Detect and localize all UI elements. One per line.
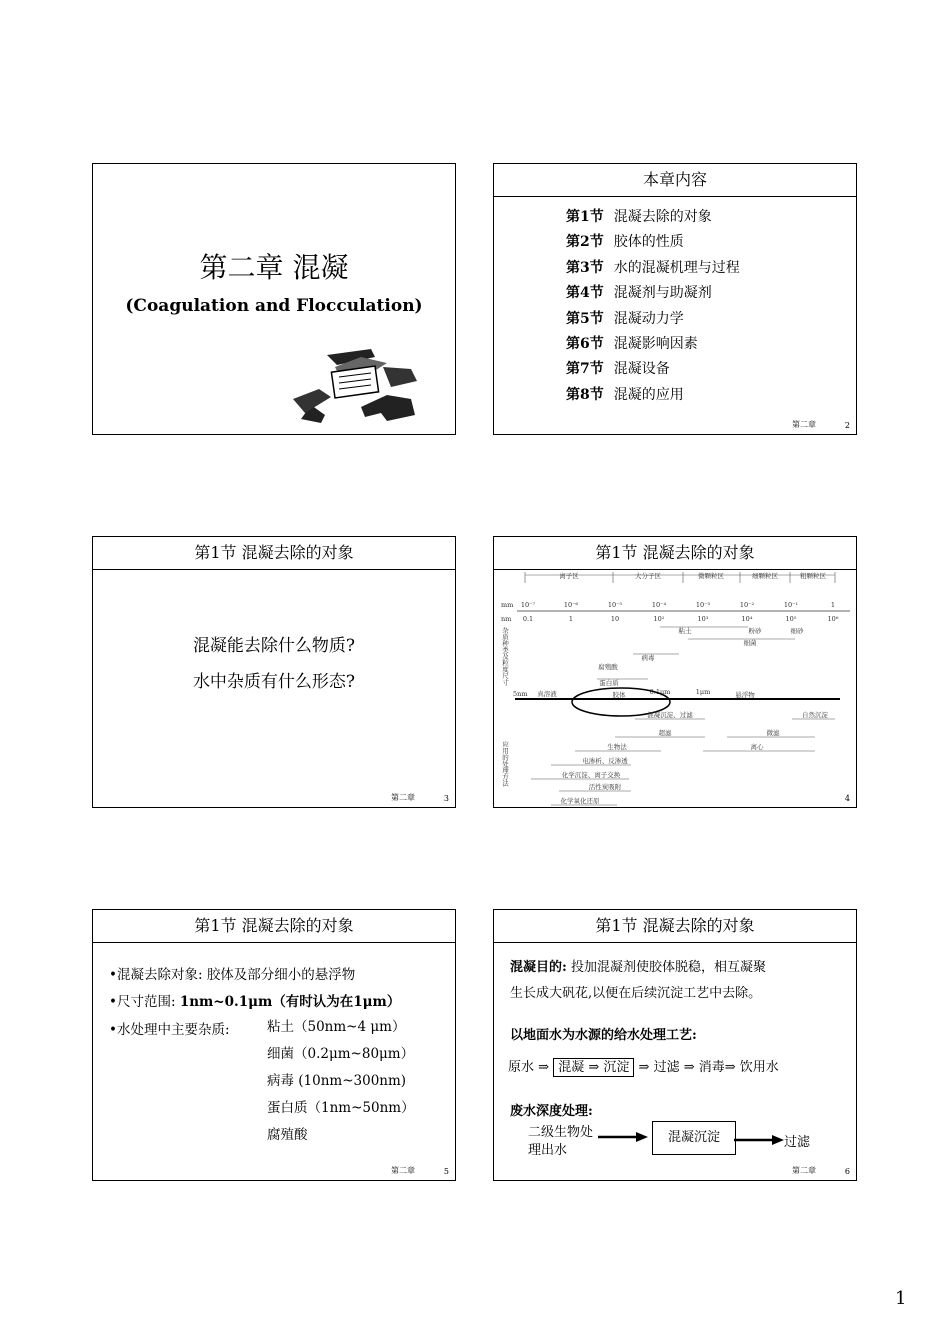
nm-tick-labels <box>523 615 839 623</box>
slide-5-targets <box>92 909 456 1181</box>
svg-text:10⁵: 10⁵ <box>785 615 797 623</box>
slide-header: 第1节 混凝去除的对象 <box>494 537 856 570</box>
slide-header: 第1节 混凝去除的对象 <box>494 910 856 943</box>
slide-4-size-diagram <box>493 536 857 808</box>
toc-item: 第2节 胶体的性质 <box>566 234 684 251</box>
particle-size-diagram <box>495 569 855 807</box>
side-label-methods: 应用的处理方法 <box>501 741 509 787</box>
svg-text:10⁻⁶: 10⁻⁶ <box>563 601 579 609</box>
waste-input: 二级生物处理出水 <box>528 1125 594 1158</box>
list-item: 腐殖酸 <box>267 1127 308 1143</box>
svg-text:活性炭吸附: 活性炭吸附 <box>588 783 622 791</box>
svg-text:粘土: 粘土 <box>678 627 692 635</box>
zone-label: 粗颗粒区 <box>800 572 826 580</box>
side-label-impurities: 杂质种类及粒度尺寸 <box>501 627 509 686</box>
chapter-title: 第二章 混凝 <box>199 251 349 284</box>
svg-text:10⁻³: 10⁻³ <box>695 601 711 609</box>
svg-text:自然沉淀: 自然沉淀 <box>802 711 828 719</box>
process-flow: 原水 ⇒ 混凝 ⇒ 沉淀 ⇒ 过滤 ⇒ 消毒⇒ 饮用水 <box>508 1060 779 1075</box>
svg-text:离心: 离心 <box>750 743 764 751</box>
svg-text:细菌: 细菌 <box>743 639 757 647</box>
svg-text:10⁻⁵: 10⁻⁵ <box>607 601 623 609</box>
footer-slide-number: 6 <box>844 1167 850 1176</box>
svg-text:病毒: 病毒 <box>641 654 655 662</box>
coag-settle-box: 混凝 ⇒ 沉淀 <box>553 1058 634 1077</box>
toc-item: 第1节 混凝去除的对象 <box>566 209 712 225</box>
toc-item: 第5节 混凝动力学 <box>566 310 684 327</box>
slide-header: 本章内容 <box>494 164 856 197</box>
svg-text:10⁻⁴: 10⁻⁴ <box>651 601 667 609</box>
slide-6-purpose <box>493 909 857 1181</box>
svg-text:细砂: 细砂 <box>790 627 804 635</box>
zone-label: 离子区 <box>559 572 579 580</box>
footer-chapter: 第二章 <box>792 1166 816 1175</box>
recycle-icon <box>291 347 421 427</box>
footer-chapter: 第二章 <box>391 1166 415 1175</box>
svg-text:腐殖酸: 腐殖酸 <box>598 663 618 671</box>
footer-chapter: 第二章 <box>792 420 816 429</box>
footer-slide-number: 3 <box>443 794 449 803</box>
svg-text:电渗析、反渗透: 电渗析、反渗透 <box>582 757 628 765</box>
list-item: 粘土（50nm~4 μm） <box>267 1019 406 1035</box>
svg-text:10⁶: 10⁶ <box>827 615 839 623</box>
toc-item: 第8节 混凝的应用 <box>566 386 684 403</box>
size-range-line: •尺寸范围: 1nm~0.1μm（有时认为在1μm） <box>109 994 401 1010</box>
arrow-right-icon <box>734 1134 784 1146</box>
svg-text:10⁻¹: 10⁻¹ <box>783 601 799 609</box>
svg-text:微滤: 微滤 <box>766 729 780 737</box>
svg-text:化学沉淀、离子交换: 化学沉淀、离子交换 <box>561 771 621 779</box>
svg-text:1μm: 1μm <box>695 688 711 696</box>
svg-text:5nm: 5nm <box>513 690 528 698</box>
svg-text:0.1: 0.1 <box>522 615 534 623</box>
slide-header: 第1节 混凝去除的对象 <box>93 910 455 943</box>
impurity-list <box>267 1014 415 1149</box>
svg-text:超滤: 超滤 <box>658 729 672 737</box>
svg-text:悬浮物: 悬浮物 <box>735 691 755 699</box>
svg-text:化学氧化还原: 化学氧化还原 <box>560 797 600 805</box>
target-line: •混凝去除对象: 胶体及部分细小的悬浮物 <box>109 967 356 983</box>
footer-slide-number: 2 <box>844 421 850 430</box>
footer-chapter: 第二章 <box>391 793 415 802</box>
svg-text:粉砂: 粉砂 <box>748 627 762 635</box>
svg-text:10³: 10³ <box>697 615 709 623</box>
svg-text:混凝沉淀、过滤: 混凝沉淀、过滤 <box>647 711 693 719</box>
svg-text:10⁻²: 10⁻² <box>739 601 755 609</box>
wastewater-title: 废水深度处理: <box>510 1104 593 1119</box>
toc-item: 第6节 混凝影响因素 <box>566 335 698 352</box>
waste-output: 过滤 <box>784 1135 811 1150</box>
nm-unit-label: nm <box>501 615 512 623</box>
svg-text:胶体: 胶体 <box>612 691 626 699</box>
svg-text:真溶液: 真溶液 <box>537 690 557 698</box>
toc-item: 第4节 混凝剂与助凝剂 <box>566 285 712 302</box>
chapter-subtitle: (Coagulation and Flocculation) <box>125 296 423 316</box>
svg-text:蛋白质: 蛋白质 <box>599 679 619 687</box>
svg-text:1: 1 <box>830 601 836 609</box>
svg-text:10⁻⁷: 10⁻⁷ <box>520 601 536 609</box>
svg-text:10: 10 <box>610 615 620 623</box>
page-number: 1 <box>895 1288 907 1309</box>
zone-label: 大分子区 <box>635 572 661 580</box>
footer-slide-number: 4 <box>844 794 850 803</box>
svg-text:10⁴: 10⁴ <box>741 615 753 623</box>
footer-slide-number: 5 <box>443 1167 449 1176</box>
svg-text:0.1μm: 0.1μm <box>649 688 671 696</box>
purpose-line-1: 混凝目的: 投加混凝剂使胶体脱稳，相互凝聚 <box>510 960 766 975</box>
toc-item: 第7节 混凝设备 <box>566 361 670 378</box>
impurities-label: •水处理中主要杂质: <box>109 1022 230 1038</box>
svg-text:生物法: 生物法 <box>607 743 627 751</box>
slide-1-title <box>92 163 456 435</box>
list-item: 细菌（0.2μm~80μm） <box>267 1046 415 1062</box>
toc-list <box>566 205 740 408</box>
question-2: 水中杂质有什么形态? <box>192 672 356 692</box>
mm-tick-labels <box>521 601 835 609</box>
toc-item: 第3节 水的混凝机理与过程 <box>566 259 740 276</box>
purpose-line-2: 生长成大矾花,以便在后续沉淀工艺中去除。 <box>510 986 762 1001</box>
zone-label: 微颗粒区 <box>698 572 724 580</box>
svg-text:10²: 10² <box>653 615 665 623</box>
process-title: 以地面水为水源的给水处理工艺: <box>510 1028 697 1043</box>
list-item: 蛋白质（1nm~50nm） <box>267 1100 415 1116</box>
coag-settle-box: 混凝沉淀 <box>652 1121 736 1155</box>
slide-3-questions <box>92 536 456 808</box>
svg-text:1: 1 <box>568 615 574 623</box>
arrow-right-icon <box>598 1131 648 1143</box>
mm-unit-label: mm <box>501 601 514 609</box>
slide-2-contents <box>493 163 857 435</box>
slide-header: 第1节 混凝去除的对象 <box>93 537 455 570</box>
zone-label: 细颗粒区 <box>752 572 778 580</box>
question-1: 混凝能去除什么物质? <box>192 636 356 656</box>
list-item: 病毒 (10nm~300nm) <box>267 1073 407 1089</box>
